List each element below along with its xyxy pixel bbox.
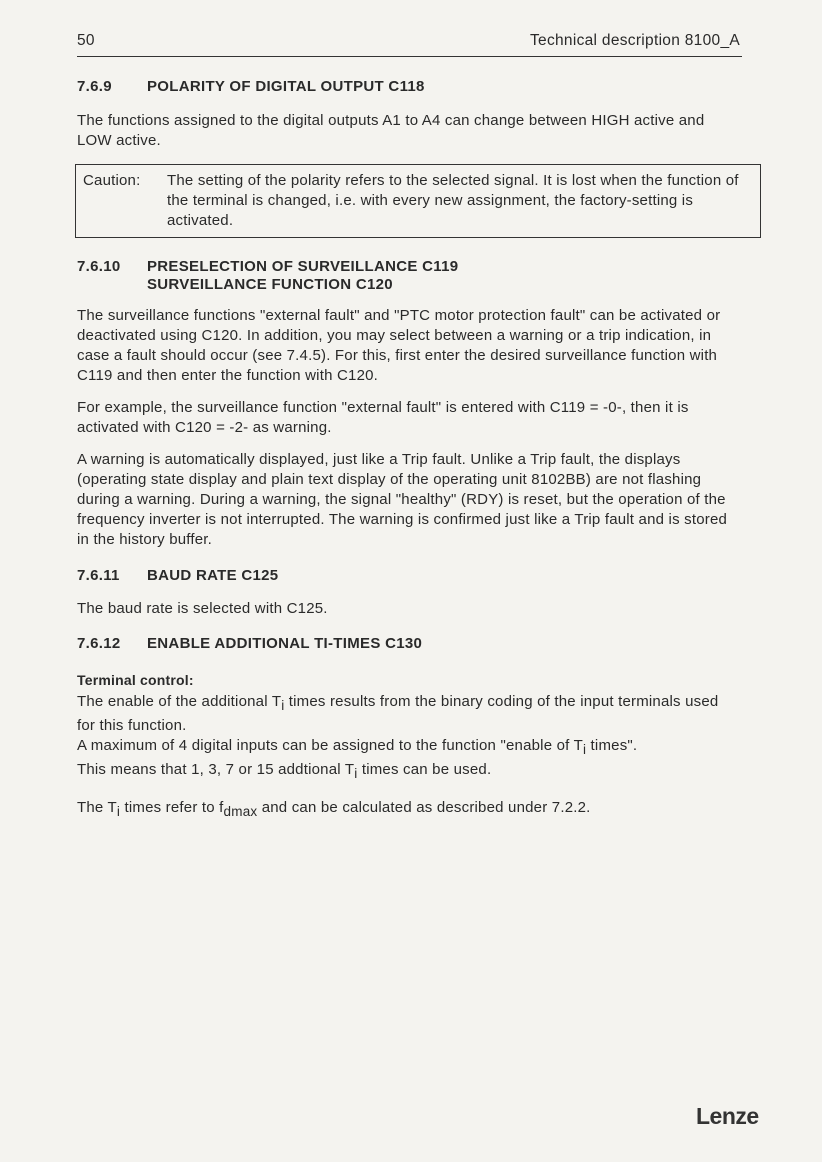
paragraph: A warning is automatically displayed, just like a Trip fault. Unlike a Trip fault, the displays (operating state display and plain text display of the operating unit 8102BB) are not flashing during a warning. During a warning, the signal "healthy" (RDY) is reset, but the operation of the frequency inverter is not interrupted. The warning is confirmed just like a Trip fault and is stored in the history buffer. [77,451,728,548]
section-title [147,258,747,294]
page-header [77,30,742,57]
paragraph: The baud rate is selected with C125. [77,600,328,617]
section-title: ENABLE ADDITIONAL TI-TIMES C130 [147,635,423,652]
section-heading-7-6-9 [77,78,747,96]
page-number: 50 [77,32,95,49]
section-title-line: PRESELECTION OF SURVEILLANCE C119 [147,258,459,275]
paragraph: The enable of the additional $T_i$ times results from the binary coding of the input terminals used for this function. [77,693,719,734]
section-title: POLARITY OF DIGITAL OUTPUT C118 [147,78,425,95]
caution-text: The setting of the polarity refers to the selected signal. It is lost when the function of the terminal is changed, i.e. with every new assignment, the factory-setting is activated. [167,172,739,229]
section-number: 7.6.11 [77,567,120,584]
paragraph: The surveillance functions "external fault" and "PTC motor protection fault" can be activated or deactivated using C120. In addition, you may select between a warning or a trip indication, in case a fault should occur (see 7.4.5). For this, first enter the desired surveillance function with C119 and then enter the function with C120. [77,307,721,384]
terminal-control-label: Terminal control: [77,672,194,688]
caution-label: Caution: [83,172,141,189]
page-content [77,78,747,822]
paragraph: This means that 1, 3, 7 or 15 addtional $T_i$ times can be used. [77,761,492,781]
document-title: Technical description 8100_A [529,32,740,49]
caution-box [75,164,761,238]
lenze-logo: Lenze [696,1103,759,1129]
section-heading-7-6-12 [77,635,747,653]
section-title-line: SURVEILLANCE FUNCTION C120 [147,276,393,293]
paragraph: The $T_i$ times refer to $f_{dmax}$ and can be calculated as described under 7.2.2. [77,799,591,819]
section-heading-7-6-11 [77,567,747,585]
paragraph: A maximum of 4 digital inputs can be assigned to the function "enable of $T_i$ times". [77,737,638,757]
section-heading-7-6-10 [77,258,747,294]
paragraph: The functions assigned to the digital outputs A1 to A4 can change between HIGH active and LOW active. [77,112,705,149]
paragraph: For example, the surveillance function "external fault" is entered with C119 = -0-, then it is activated with C120 = -2- as warning. [77,399,689,436]
section-number: 7.6.10 [77,258,121,275]
section-title: BAUD RATE C125 [147,567,279,584]
section-number: 7.6.9 [77,78,112,95]
section-number: 7.6.12 [77,635,121,652]
